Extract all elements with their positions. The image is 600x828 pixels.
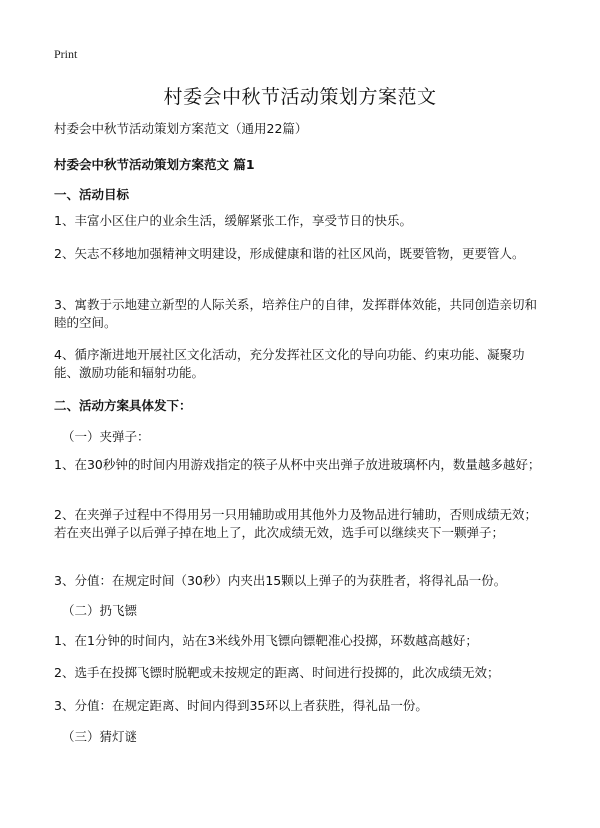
document-subtitle: 村委会中秋节活动策划方案范文（通用22篇）: [54, 121, 308, 136]
section-heading-goals: 一、活动目标: [54, 187, 130, 202]
darts-item-2: 2、选手在投掷飞镖时脱靶或未按规定的距离、时间进行投掷的，此次成绩无效；: [54, 665, 500, 680]
darts-item-1: 1、在1分钟的时间内，站在3米线外用飞镖向镖靶准心投掷，环数越高越好；: [54, 633, 478, 648]
marbles-item-2: 2、在夹弹子过程中不得用另一只用辅助或用其他外力及物品进行辅助，否则成绩无效；若在夹出弹子以后弹子掉在地上了，此次成绩无效，选手可以继续夹下一颗弹子；: [54, 507, 537, 540]
print-label[interactable]: Print: [54, 47, 78, 61]
darts-item-3: 3、分值：在规定距离、时间内得到35环以上者获胜，得礼品一份。: [54, 698, 428, 713]
section-heading-plan: 二、活动方案具体发下：: [54, 398, 192, 413]
goal-item-2: 2、矢志不移地加强精神文明建设，形成健康和谐的社区风尚，既要管物，更要管人。: [54, 246, 525, 261]
page-title: 村委会中秋节活动策划方案范文: [163, 86, 437, 108]
goal-item-3: 3、寓教于示地建立新型的人际关系，培养住户的自律，发挥群体效能，共同创造亲切和睦的空间。: [54, 297, 537, 330]
part-heading: 村委会中秋节活动策划方案范文 篇1: [54, 157, 255, 172]
marbles-item-1: 1、在30秒钟的时间内用游戏指定的筷子从杯中夹出弹子放进玻璃杯内，数量越多越好；: [54, 457, 541, 472]
goal-item-4: 4、循序渐进地开展社区文化活动，充分发挥社区文化的导向功能、约束功能、凝聚功能、激励功能和辐射功能。: [54, 347, 525, 380]
sub-heading-marbles: （一）夹弹子：: [62, 429, 150, 444]
sub-heading-darts: （二）扔飞镖: [62, 603, 138, 618]
sub-heading-lantern-riddles: （三）猜灯谜: [62, 729, 138, 744]
goal-item-1: 1、丰富小区住户的业余生活，缓解紧张工作，享受节日的快乐。: [54, 213, 412, 228]
marbles-item-3: 3、分值：在规定时间（30秒）内夹出15颗以上弹子的为获胜者，将得礼品一份。: [54, 573, 507, 588]
